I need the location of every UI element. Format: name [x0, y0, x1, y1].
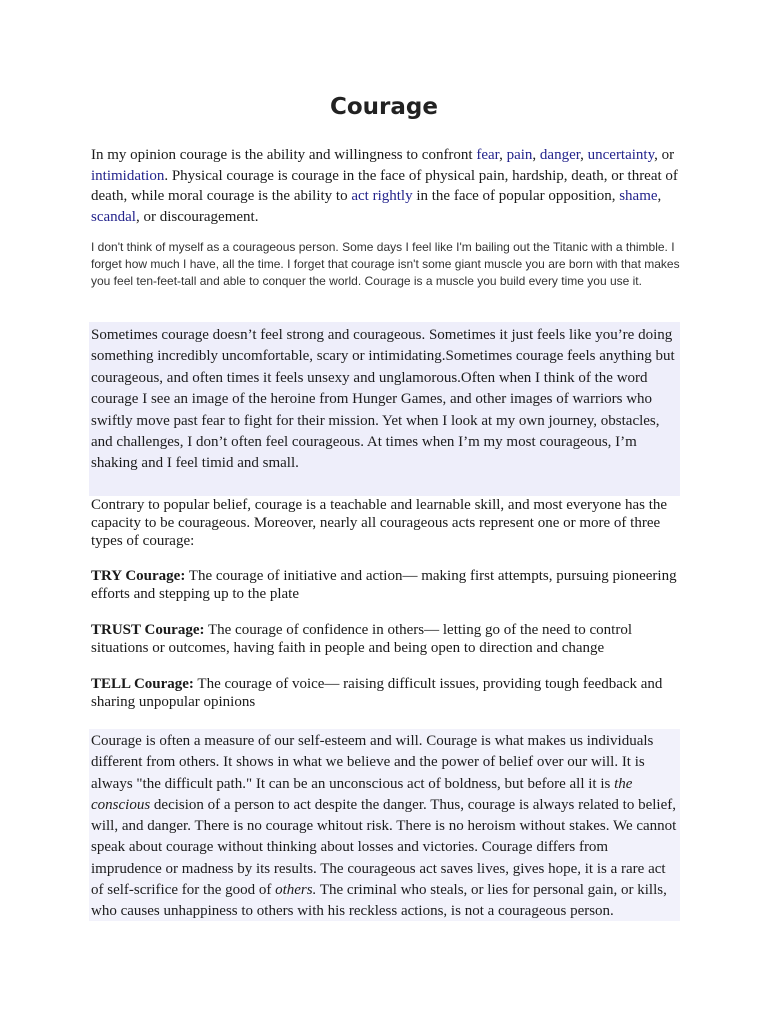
highlight-block-1 [89, 322, 680, 496]
block2-text-1: Courage is often a measure of our self-esteem and will. Courage is what makes us individuals different from others. It shows in what we believe and the power of belief over our will. It is always "the difficult path." It can be an unconscious act of boldness, but before all it is [91, 733, 654, 792]
try-courage-text: The courage of initiative and action— making first attempts, pursuing pioneering efforts and stepping up to the plate [91, 568, 677, 602]
link-pain[interactable]: pain [506, 147, 533, 163]
tell-courage-paragraph [91, 675, 681, 711]
trust-courage-paragraph [91, 621, 681, 657]
link-intimidation[interactable]: intimidation [91, 167, 165, 184]
quote-paragraph: I don't think of myself as a courageous person. Some days I feel like I'm bailing out the Titanic with a thimble. I forget how much I have, all the time. I forget that courage isn't some giant muscle you are born with that makes you feel ten-feet-tall and able to conquer the world. Courage is a muscle you build every time you use it. [91, 240, 680, 288]
comma: , [657, 188, 662, 204]
link-fear[interactable]: fear [476, 147, 500, 163]
intro-text-2: , or [654, 147, 675, 163]
tell-courage-text: The courage of voice— raising difficult issues, providing tough feedback and sharing unpopular opinions [91, 676, 663, 710]
intro-text-5: , or discouragement. [135, 208, 259, 225]
intro-paragraph [91, 145, 681, 227]
block2-text-3: The criminal who steals, or lies for personal gain, or kills, who causes unhappiness to others with his reckless actions, is not a courageous person. [91, 882, 667, 920]
page-title: Courage [330, 94, 438, 120]
link-uncertainty[interactable]: uncertainty [587, 147, 655, 163]
tell-courage-label: TELL Courage: [91, 676, 194, 692]
block2-paragraph [91, 731, 679, 923]
block2-text-2: decision of a person to act despite the danger. Thus, courage is always related to belief, will, and danger. There is no courage whitout risk. There is no heroism without stakes. We cannot speak about courage without thinking about losses and victories. Courage differs from imprudence or madness by its results. The courageous act saves lives, gives hope, it is a rare act of self-scrifice for the good of [91, 796, 677, 899]
trust-courage-text: The courage of confidence in others— letting go of the need to control situations or outcomes, having faith in people and being open to direction and change [91, 622, 632, 656]
comma: , [499, 147, 507, 163]
intro-text-4: in the face of popular opposition, [412, 188, 620, 204]
block2-conscious: the conscious [91, 775, 633, 813]
comma: , [532, 147, 540, 163]
link-scandal[interactable]: scandal [91, 208, 136, 225]
comma: , [580, 147, 588, 163]
link-shame[interactable]: shame [619, 188, 658, 204]
block2-others: others. [275, 882, 317, 899]
block1-paragraph: Sometimes courage doesn’t feel strong and courageous. Sometimes it just feels like you’re doing something incredibly uncomfortable, scary or intimidating.Sometimes courage feels anything but courageous, and often times it feels unsexy and unglamorous.Often when I think of the word courage I see an image of the heroine from Hunger Games, and other images of warriors who swiftly move past fear to fight for their mission. Yet when I look at my own journey, obstacles, and challenges, I don’t often feel courageous. At times when I’m my most courageous, I’m shaking and I feel timid and small. [91, 327, 675, 472]
intro-text-3: . Physical courage is courage in the face of physical pain, hardship, death, or threat of death, while moral courage is the ability to [91, 167, 678, 204]
try-courage-label: TRY Courage: [91, 568, 186, 584]
intro-text-1: In my opinion courage is the ability and willingness to confront [91, 147, 477, 163]
highlight-block-2 [89, 729, 680, 921]
contrary-paragraph: Contrary to popular belief, courage is a teachable and learnable skill, and most everyone has the capacity to be courageous. Moreover, nearly all courageous acts represent one or more of three types of courage: [91, 497, 668, 549]
link-danger[interactable]: danger [539, 147, 581, 163]
trust-courage-label: TRUST Courage: [91, 622, 205, 638]
try-courage-paragraph [91, 567, 681, 603]
link-act-rightly[interactable]: act rightly [351, 188, 413, 204]
